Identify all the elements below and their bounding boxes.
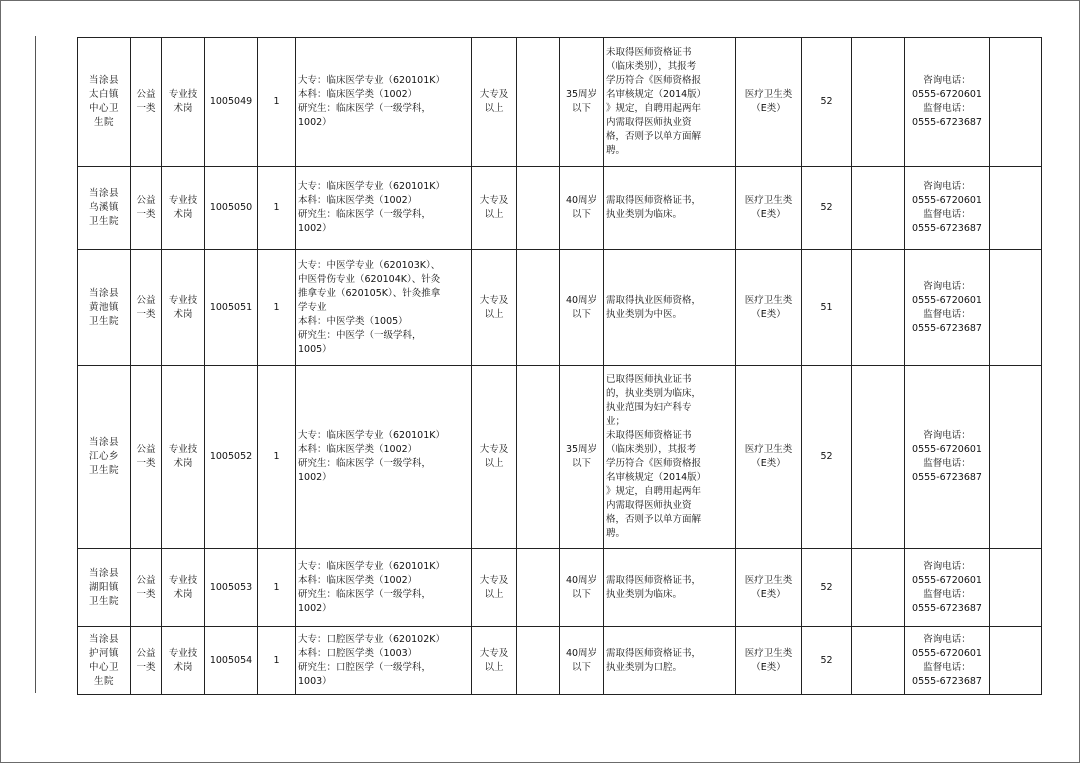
unit-name-text: 当涂县 黄池镇 卫生院 [88, 287, 119, 327]
post-type-cell [162, 250, 205, 366]
exam-subject-code-cell [802, 366, 852, 549]
education-text: 大专及 以上 [479, 444, 509, 469]
empty-cell [852, 627, 905, 695]
exam-subject-code-cell [802, 38, 852, 167]
exam-type-text: 医疗卫生类 （E类） [744, 195, 793, 220]
major-requirement-text: 大专：临床医学专业（620101K） 本科：临床医学类（1002） 研究生：临床医学（一级学科， 1002） [298, 560, 445, 614]
contact-phone-text: 咨询电话： 0555-6720601 监督电话： 0555-6723687 [912, 181, 982, 234]
hire-count-text: 1 [273, 301, 280, 313]
contact-phone-cell [905, 38, 990, 167]
table-row [78, 366, 1042, 549]
education-cell [472, 627, 517, 695]
other-requirement-text: 需取得医师资格证书， 执业类别为临床。 [606, 574, 702, 600]
major-requirement-cell [296, 366, 472, 549]
post-type-text: 专业技 术岗 [168, 294, 198, 320]
post-code-text: 1005049 [209, 96, 253, 107]
remark-cell [990, 627, 1042, 695]
hire-count-text: 1 [273, 451, 280, 462]
major-requirement-cell [296, 250, 472, 366]
exam-type-cell [736, 38, 802, 167]
exam-subject-code-text: 52 [820, 202, 833, 213]
other-requirement-text: 需取得执业医师资格， 执业类别为中医。 [606, 294, 702, 320]
hire-count-cell [258, 627, 296, 695]
age-limit-text: 40周岁 以下 [565, 647, 598, 673]
exam-type-cell [736, 250, 802, 366]
remark-cell [990, 549, 1042, 627]
major-requirement-text: 大专：口腔医学专业（620102K） 本科：口腔医学类（1003） 研究生：口腔医学（一级学科， 1003） [298, 633, 445, 687]
age-limit-cell [560, 549, 604, 627]
education-text: 大专及 以上 [479, 89, 509, 114]
exam-subject-code-cell [802, 167, 852, 250]
age-limit-cell [560, 38, 604, 167]
exam-subject-code-cell [802, 549, 852, 627]
table-row [78, 38, 1042, 167]
post-type-text: 专业技 术岗 [168, 444, 198, 469]
exam-subject-code-text: 52 [820, 451, 833, 462]
unit-category-cell [131, 549, 162, 627]
contact-phone-cell [905, 167, 990, 250]
degree-cell [517, 38, 560, 167]
age-limit-text: 40周岁 以下 [565, 574, 598, 600]
recruitment-table [77, 37, 1042, 695]
other-requirement-text: 未取得医师资格证书 （临床类别），其报考 学历符合《医师资格报 名审核规定（2014版） 》规定，自聘用起两年 内需取得医师执业资 格，否则予以单方面解 聘。 [606, 47, 707, 156]
contact-phone-cell [905, 366, 990, 549]
post-code-text: 1005052 [209, 451, 253, 462]
major-requirement-text: 大专：中医学专业（620103K）、 中医骨伤专业（620104K）、针灸 推拿专业（620105K）、针灸推拿 学专业 本科：中医学类（1005） 研究生：中医学（一级学科， 1005） [298, 259, 441, 355]
page-margin-line [35, 36, 36, 693]
exam-type-cell [736, 366, 802, 549]
empty-cell [852, 366, 905, 549]
major-requirement-cell [296, 38, 472, 167]
contact-phone-text: 咨询电话： 0555-6720601 监督电话： 0555-6723687 [912, 430, 982, 483]
unit-name-cell [78, 627, 131, 695]
post-code-text: 1005050 [209, 202, 253, 213]
hire-count-cell [258, 250, 296, 366]
post-type-text: 专业技 术岗 [168, 647, 198, 673]
contact-phone-text: 咨询电话： 0555-6720601 监督电话： 0555-6723687 [912, 560, 982, 614]
post-type-cell [162, 627, 205, 695]
education-cell [472, 250, 517, 366]
degree-cell [517, 167, 560, 250]
post-code-cell [205, 366, 258, 549]
degree-cell [517, 250, 560, 366]
remark-cell [990, 366, 1042, 549]
unit-name-text: 当涂县 太白镇 中心卫 生院 [88, 75, 119, 128]
major-requirement-text: 大专：临床医学专业（620101K） 本科：临床医学类（1002） 研究生：临床医学（一级学科， 1002） [298, 181, 445, 234]
remark-cell [990, 38, 1042, 167]
empty-cell [852, 549, 905, 627]
remark-cell [990, 250, 1042, 366]
post-code-cell [205, 167, 258, 250]
unit-name-cell [78, 167, 131, 250]
exam-subject-code-cell [802, 627, 852, 695]
other-requirement-cell [604, 250, 736, 366]
contact-phone-cell [905, 627, 990, 695]
age-limit-text: 40周岁 以下 [565, 195, 598, 220]
contact-phone-cell [905, 549, 990, 627]
education-cell [472, 366, 517, 549]
table-row [78, 250, 1042, 366]
education-text: 大专及 以上 [479, 294, 509, 320]
empty-cell [852, 250, 905, 366]
post-code-text: 1005051 [209, 301, 253, 313]
unit-category-cell [131, 250, 162, 366]
unit-name-cell [78, 250, 131, 366]
age-limit-text: 40周岁 以下 [565, 294, 598, 320]
hire-count-cell [258, 366, 296, 549]
empty-cell [852, 38, 905, 167]
post-type-text: 专业技 术岗 [168, 195, 198, 220]
unit-name-cell [78, 38, 131, 167]
degree-cell [517, 549, 560, 627]
post-type-text: 专业技 术岗 [168, 89, 198, 114]
education-text: 大专及 以上 [479, 574, 509, 600]
hire-count-cell [258, 38, 296, 167]
other-requirement-text: 需取得医师资格证书， 执业类别为口腔。 [606, 647, 702, 673]
unit-category-text: 公益 一类 [136, 294, 156, 320]
age-limit-text: 35周岁 以下 [565, 89, 598, 114]
post-type-text: 专业技 术岗 [168, 574, 198, 600]
post-code-text: 1005053 [209, 581, 253, 593]
major-requirement-text: 大专：临床医学专业（620101K） 本科：临床医学类（1002） 研究生：临床医学（一级学科， 1002） [298, 430, 445, 483]
post-type-cell [162, 549, 205, 627]
hire-count-cell [258, 549, 296, 627]
education-cell [472, 38, 517, 167]
exam-subject-code-text: 52 [820, 654, 833, 666]
exam-subject-code-text: 52 [820, 581, 833, 593]
post-type-cell [162, 366, 205, 549]
exam-subject-code-cell [802, 250, 852, 366]
other-requirement-cell [604, 366, 736, 549]
education-cell [472, 549, 517, 627]
exam-subject-code-text: 52 [820, 96, 833, 107]
post-code-cell [205, 38, 258, 167]
other-requirement-cell [604, 167, 736, 250]
exam-type-cell [736, 167, 802, 250]
age-limit-cell [560, 366, 604, 549]
age-limit-cell [560, 167, 604, 250]
age-limit-text: 35周岁 以下 [565, 444, 598, 469]
unit-category-cell [131, 38, 162, 167]
other-requirement-cell [604, 549, 736, 627]
other-requirement-cell [604, 38, 736, 167]
unit-category-text: 公益 一类 [136, 195, 156, 220]
other-requirement-text: 需取得医师资格证书， 执业类别为临床。 [606, 195, 702, 220]
contact-phone-text: 咨询电话： 0555-6720601 监督电话： 0555-6723687 [912, 75, 982, 128]
unit-category-cell [131, 627, 162, 695]
remark-cell [990, 167, 1042, 250]
unit-name-text: 当涂县 江心乡 卫生院 [88, 437, 119, 476]
hire-count-text: 1 [273, 654, 280, 666]
unit-category-text: 公益 一类 [136, 89, 156, 114]
major-requirement-text: 大专：临床医学专业（620101K） 本科：临床医学类（1002） 研究生：临床医学（一级学科， 1002） [298, 75, 445, 128]
exam-type-text: 医疗卫生类 （E类） [744, 89, 793, 114]
exam-type-text: 医疗卫生类 （E类） [744, 647, 793, 673]
degree-cell [517, 627, 560, 695]
unit-name-text: 当涂县 乌溪镇 卫生院 [88, 188, 119, 227]
table-row [78, 627, 1042, 695]
unit-category-text: 公益 一类 [136, 444, 156, 469]
contact-phone-text: 咨询电话： 0555-6720601 监督电话： 0555-6723687 [912, 633, 982, 687]
degree-cell [517, 366, 560, 549]
post-code-cell [205, 627, 258, 695]
unit-category-cell [131, 366, 162, 549]
table-row [78, 549, 1042, 627]
hire-count-text: 1 [273, 96, 280, 107]
hire-count-text: 1 [273, 202, 280, 213]
unit-name-cell [78, 549, 131, 627]
exam-type-cell [736, 549, 802, 627]
other-requirement-cell [604, 627, 736, 695]
post-type-cell [162, 38, 205, 167]
exam-subject-code-text: 51 [820, 301, 833, 313]
education-text: 大专及 以上 [479, 195, 509, 220]
unit-category-cell [131, 167, 162, 250]
post-type-cell [162, 167, 205, 250]
post-code-cell [205, 549, 258, 627]
table-row [78, 167, 1042, 250]
exam-type-text: 医疗卫生类 （E类） [744, 444, 793, 469]
post-code-cell [205, 250, 258, 366]
education-cell [472, 167, 517, 250]
age-limit-cell [560, 250, 604, 366]
contact-phone-text: 咨询电话： 0555-6720601 监督电话： 0555-6723687 [912, 280, 982, 334]
exam-type-cell [736, 627, 802, 695]
exam-type-text: 医疗卫生类 （E类） [744, 574, 793, 600]
unit-category-text: 公益 一类 [136, 574, 156, 600]
education-text: 大专及 以上 [479, 647, 509, 673]
unit-name-text: 当涂县 湖阳镇 卫生院 [88, 567, 119, 607]
age-limit-cell [560, 627, 604, 695]
hire-count-cell [258, 167, 296, 250]
contact-phone-cell [905, 250, 990, 366]
empty-cell [852, 167, 905, 250]
other-requirement-text: 已取得医师执业证书 的，执业类别为临床， 执业范围为妇产科专 业； 未取得医师资格证书 （临床类别），其报考 学历符合《医师资格报 名审核规定（2014版） 》规定，自聘用起两年 内需取得医师执业资 格，否则予以单方面解 聘。 [606, 374, 707, 539]
major-requirement-cell [296, 627, 472, 695]
hire-count-text: 1 [273, 581, 280, 593]
major-requirement-cell [296, 167, 472, 250]
post-code-text: 1005054 [209, 654, 253, 666]
unit-category-text: 公益 一类 [136, 647, 156, 673]
unit-name-text: 当涂县 护河镇 中心卫 生院 [88, 633, 119, 687]
major-requirement-cell [296, 549, 472, 627]
exam-type-text: 医疗卫生类 （E类） [744, 294, 793, 320]
unit-name-cell [78, 366, 131, 549]
